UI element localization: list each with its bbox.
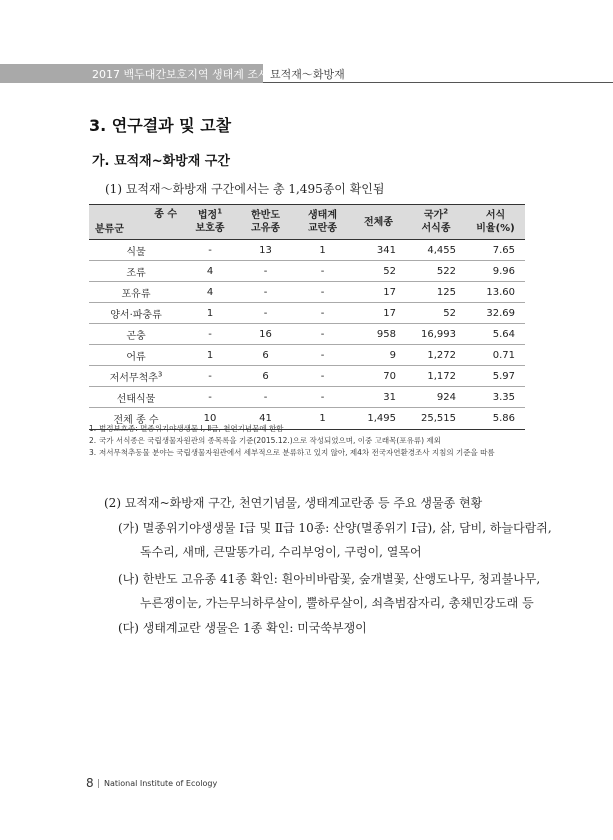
table-row: 어류 1 6 - 9 1,272 0.71 xyxy=(89,345,525,366)
table-row: 식물 - 13 1 341 4,455 7.65 xyxy=(89,240,525,261)
subsection-title: 가. 묘적재~화방재 구간 xyxy=(92,154,230,169)
header-divider xyxy=(263,82,613,83)
table-row: 양서·파충류 1 - - 17 52 32.69 xyxy=(89,303,525,324)
footnote: 2. 국가 서식종은 국립생물자원관의 종목록을 기준(2015.12.)으로 작성되었으며, 이중 고래목(포유류) 제외 xyxy=(89,436,441,445)
list-item-da: (다) 생태계교란 생물은 1종 확인: 미국쑥부쟁이 xyxy=(118,621,367,635)
header-total: 전체종 xyxy=(351,205,406,240)
header-title: 2017 백두대간보호지역 생태계 조사 xyxy=(92,68,269,81)
footnote: 1. 법정보호종: 멸종위기야생생물 Ⅰ, Ⅱ급, 천연기념물에 한함 xyxy=(89,424,284,433)
section-title: 3. 연구결과 및 고찰 xyxy=(89,116,232,135)
header-national: 국가$^2$ 서식종 xyxy=(406,205,466,240)
table-row: 조류 4 - - 52 522 9.96 xyxy=(89,261,525,282)
header-protected: 법정$^1$ 보호종 xyxy=(183,205,237,240)
table-row: 포유류 4 - - 17 125 13.60 xyxy=(89,282,525,303)
header-ratio: 서식 비율(%) xyxy=(466,205,525,240)
footer-institute: National Institute of Ecology xyxy=(104,779,218,788)
header-invasive: 생태계 교란종 xyxy=(294,205,351,240)
page-number: 8 xyxy=(86,776,94,790)
header-taxon: 분류군 xyxy=(95,224,124,235)
table-row: 선태식물 - - - 31 924 3.35 xyxy=(89,387,525,408)
header-endemic: 한반도 고유종 xyxy=(237,205,294,240)
table-row: 곤충 - 16 - 958 16,993 5.64 xyxy=(89,324,525,345)
paragraph-1: (1) 묘적재～화방재 구간에서는 총 1,495종이 확인됨 xyxy=(105,182,385,196)
header-species-count: 종 수 xyxy=(154,209,177,220)
species-table xyxy=(89,204,525,430)
paragraph-2: (2) 묘적재~화방재 구간, 천연기념물, 생태계교란종 등 주요 생물종 현황 xyxy=(104,496,483,510)
table-footnotes xyxy=(89,423,529,459)
header-section: 묘적재～화방재 xyxy=(270,68,345,81)
table-total-row: 전체 종 수 10 41 1 1,495 25,515 5.86 xyxy=(89,408,525,430)
list-item-ga: (가) 멸종위기야생생물 Ⅰ급 및 Ⅱ급 10종: 산양(멸종위기 Ⅰ급), 삵, 담비, 하늘다람쥐, 독수리, 새매, 큰말똥가리, 수리부엉이, 구렁이, 열목어 xyxy=(118,521,552,559)
table-row: 저서무척추$^3$ - 6 - 70 1,172 5.97 xyxy=(89,366,525,387)
list-item-na: (나) 한반도 고유종 41종 확인: 흰아비바람꽃, 숲개별꽃, 산앵도나무, 청괴불나무, 누른쟁이눈, 가는무늬하루살이, 뿔하루살이, 쇠측범잠자리, 총채민강도래 등 xyxy=(118,572,541,610)
header-diagonal-cell xyxy=(89,205,183,240)
table-header-row xyxy=(89,205,525,240)
footnote: 3. 저서무척추동물 분야는 국립생물자원관에서 세부적으로 분류하고 있지 않아, 제4차 전국자연환경조사 지침의 기준을 따름 xyxy=(89,448,495,457)
footer-separator: | xyxy=(97,779,101,789)
